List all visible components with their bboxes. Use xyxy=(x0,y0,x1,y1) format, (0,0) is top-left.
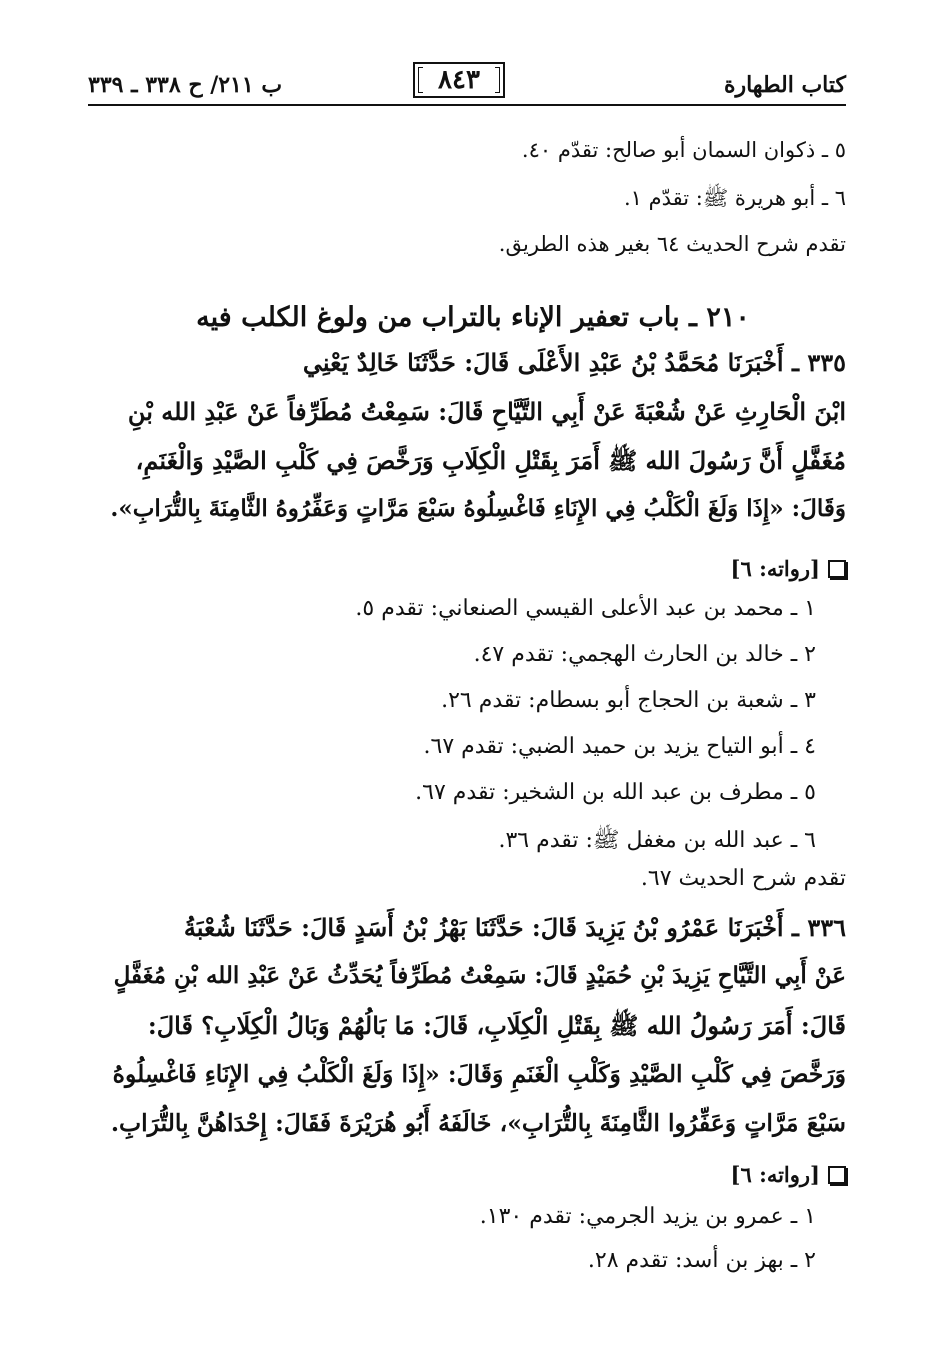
narrator-336-1: ١ ـ عمرو بن يزيد الجرمي: تقدم ١٣٠. xyxy=(479,1204,816,1229)
narrators-335-explanation-note: تقدم شرح الحديث ٦٧. xyxy=(640,866,846,891)
hadith-336-line-1: ٣٣٦ ـ أَخْبَرَنَا عَمْرُو بْنُ يَزِيدَ قَالَ: حَدَّثَنَا بَهْزُ بْنُ أَسَدٍ قَالَ: حَدَّثَنَا شُعْبَةُ xyxy=(183,913,846,942)
narrators-336-heading-text: [رواته: ٦] xyxy=(730,1162,820,1187)
narrator-335-3: ٣ ـ شعبة بن الحجاج أبو بسطام: تقدم ٢٦. xyxy=(441,688,816,713)
top-note-2: ٦ ـ أبو هريرة ﷺ: تقدّم ١. xyxy=(623,186,846,210)
page-number: ٨٤٣ xyxy=(413,62,505,98)
hadith-335-line-1: ٣٣٥ ـ أَخْبَرَنَا مُحَمَّدُ بْنُ عَبْدِ الأَعْلَى قَالَ: حَدَّثَنَا خَالِدٌ يَعْنِي xyxy=(302,348,846,377)
chapter-title: ٢١٠ ـ باب تعفير الإناء بالتراب من ولوغ الكلب فيه xyxy=(196,302,750,333)
narrator-335-5: ٥ ـ مطرف بن عبد الله بن الشخير: تقدم ٦٧. xyxy=(415,780,816,805)
top-note-3: تقدم شرح الحديث ٦٤ بغير هذه الطريق. xyxy=(498,232,846,256)
narrators-336-heading xyxy=(731,1162,846,1187)
hadith-336-line-4: وَرَخَّصَ فِي كَلْبِ الصَّيْدِ وَكَلْبِ الْغَنَمِ وَقَالَ: «إِذَا وَلَغَ الْكَلْبُ فِي الإِنَاءِ فَاغْسِلُوهُ xyxy=(112,1060,846,1088)
chapter-hadith-reference: ب ٢١١/ ح ٣٣٨ ـ ٣٣٩ xyxy=(88,72,283,98)
narrator-336-2: ٢ ـ بهز بن أسد: تقدم ٢٨. xyxy=(587,1248,816,1273)
square-bullet-icon xyxy=(828,1166,846,1184)
top-note-1: ٥ ـ ذكوان السمان أبو صالح: تقدّم ٤٠. xyxy=(521,138,846,162)
hadith-336-line-5: سَبْعَ مَرَّاتٍ وَعَفِّرُوا الثَّامِنَةَ بِالتُّرَابِ»، خَالَفَهُ أَبُو هُرَيْرَةَ فَقَالَ: إِحْدَاهُنَّ بِالتُّرَابِ. xyxy=(110,1109,846,1137)
narrators-335-heading-text: [رواته: ٦] xyxy=(730,556,820,581)
hadith-335-line-4: وَقَالَ: «إِذَا وَلَغَ الْكَلْبُ فِي الإِنَاءِ فَاغْسِلُوهُ سَبْعَ مَرَّاتٍ وَعَفِّرُوهُ الثَّامِنَةَ بِالتُّرَابِ». xyxy=(110,495,846,522)
square-bullet-icon xyxy=(828,560,846,578)
book-title: كتاب الطهارة xyxy=(723,72,846,98)
header-divider xyxy=(88,104,846,106)
hadith-335-line-2: ابْنَ الْحَارِثِ عَنْ شُعْبَةَ عَنْ أَبِي التَّيَّاحِ قَالَ: سَمِعْتُ مُطَرِّفاً عَنْ عَبْدِ الله بْنِ xyxy=(127,397,846,426)
hadith-336-line-2: عَنْ أَبِي التَّيَّاحِ يَزِيدَ بْنِ حُمَيْدٍ قَالَ: سَمِعْتُ مُطَرِّفاً يُحَدِّثُ عَنْ عَبْدِ الله بْنِ مُغَفَّلٍ xyxy=(113,962,846,989)
narrator-335-1: ١ ـ محمد بن عبد الأعلى القيسي الصنعاني: تقدم ٥. xyxy=(355,596,816,621)
narrator-335-4: ٤ ـ أبو التياح يزيد بن حميد الضبي: تقدم ٦٧. xyxy=(423,734,816,759)
narrator-335-6: ٦ ـ عبد الله بن مغفل ﷺ: تقدم ٣٦. xyxy=(498,828,816,853)
hadith-336-line-3: قَالَ: أَمَرَ رَسُولُ الله ﷺ بِقَتْلِ الْكِلَابِ، قَالَ: مَا بَالُهُمْ وَبَالُ الْكِلَابِ؟ قَالَ: xyxy=(147,1011,846,1040)
narrators-335-heading xyxy=(731,556,846,581)
narrator-335-2: ٢ ـ خالد بن الحارث الهجمي: تقدم ٤٧. xyxy=(473,642,816,667)
hadith-335-line-3: مُغَفَّلٍ أَنَّ رَسُولَ الله ﷺ أَمَرَ بِقَتْلِ الْكِلَابِ وَرَخَّصَ فِي كَلْبِ الصَّيْدِ وَالْغَنَمِ، xyxy=(135,446,846,475)
